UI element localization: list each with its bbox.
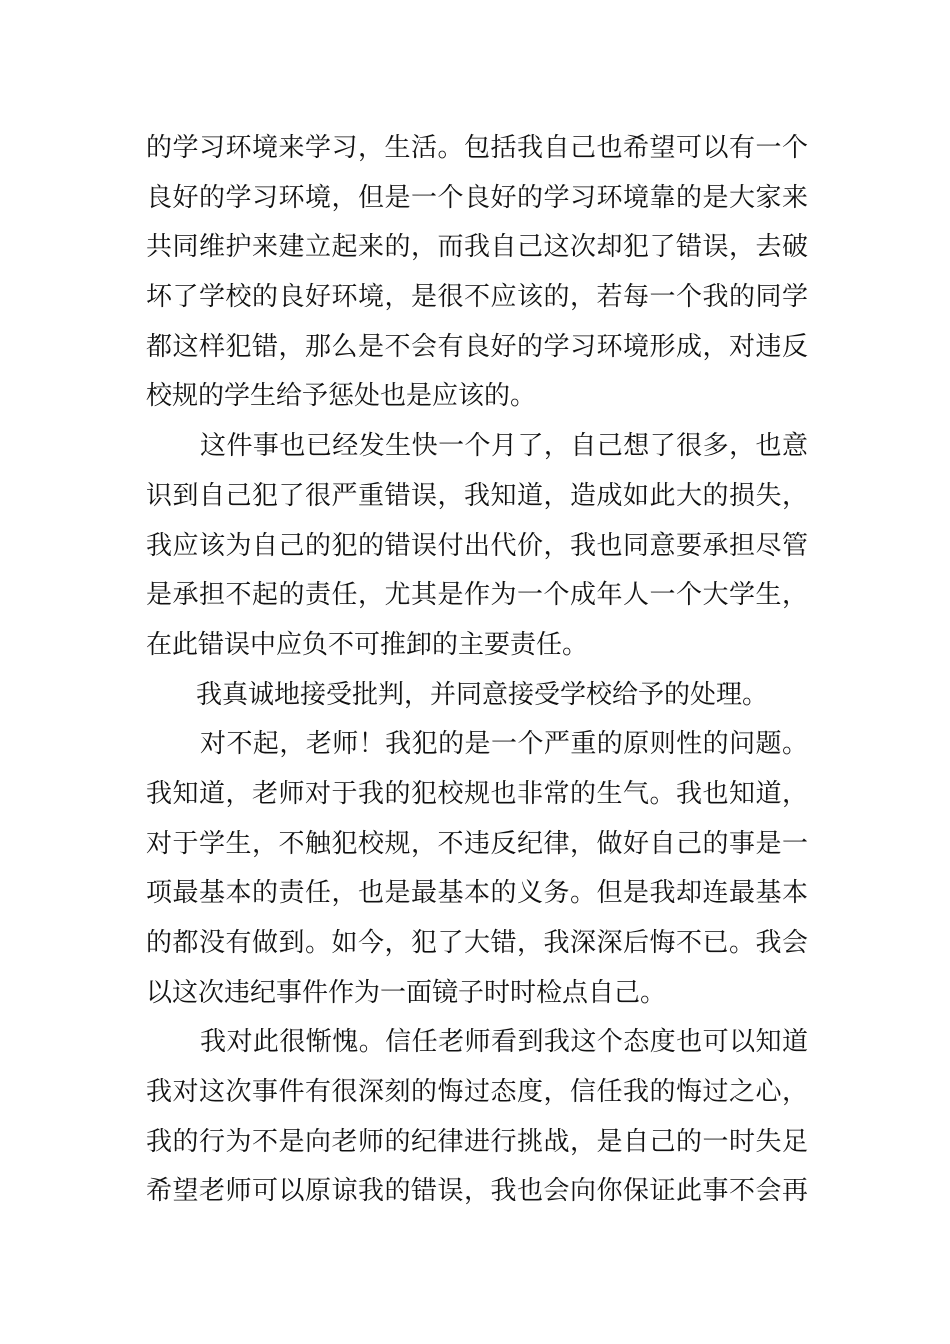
text-line: 坏了学校的良好环境，是很不应该的，若每一个我的同学 bbox=[146, 282, 808, 313]
text-line: 我对此很惭愧。信任老师看到我这个态度也可以知道 bbox=[200, 1027, 808, 1058]
text-line: 对于学生，不触犯校规，不违反纪律，做好自己的事是一 bbox=[146, 828, 808, 859]
text-line: 良好的学习环境，但是一个良好的学习环境靠的是大家来 bbox=[146, 182, 808, 213]
paragraph-2 bbox=[146, 422, 808, 670]
document-body bbox=[146, 124, 808, 1217]
paragraph-4 bbox=[146, 720, 808, 1018]
text-line: 在此错误中应负不可推卸的主要责任。 bbox=[146, 629, 589, 660]
text-line: 这件事也已经发生快一个月了，自己想了很多，也意 bbox=[200, 431, 808, 462]
text-line: 以这次违纪事件作为一面镜子时时检点自己。 bbox=[146, 977, 667, 1008]
text-line: 都这样犯错，那么是不会有良好的学习环境形成，对违反 bbox=[146, 331, 808, 362]
text-line: 校规的学生给予惩处也是应该的。 bbox=[146, 381, 537, 412]
text-line: 识到自己犯了很严重错误，我知道，造成如此大的损失， bbox=[146, 480, 808, 511]
text-line: 我的行为不是向老师的纪律进行挑战，是自己的一时失足 bbox=[146, 1126, 808, 1157]
text-line: 的都没有做到。如今，犯了大错，我深深后悔不已。我会 bbox=[146, 928, 808, 958]
text-line: 我对这次事件有很深刻的悔过态度，信任我的悔过之心， bbox=[146, 1077, 808, 1108]
text-line: 共同维护来建立起来的，而我自己这次却犯了错误，去破 bbox=[146, 232, 808, 263]
text-line: 对不起，老师！我犯的是一个严重的原则性的问题。 bbox=[200, 729, 808, 760]
text-line: 的学习环境来学习，生活。包括我自己也希望可以有一个 bbox=[146, 133, 808, 163]
text-line: 我真诚地接受批判，并同意接受学校给予的处理。 bbox=[196, 679, 769, 710]
text-line: 我应该为自己的犯的错误付出代价，我也同意要承担尽管 bbox=[146, 530, 808, 561]
text-line: 项最基本的责任，也是最基本的义务。但是我却连最基本 bbox=[146, 878, 808, 909]
text-line: 我知道，老师对于我的犯校规也非常的生气。我也知道， bbox=[146, 778, 808, 809]
paragraph-3 bbox=[146, 671, 808, 721]
text-line: 是承担不起的责任，尤其是作为一个成年人一个大学生， bbox=[146, 580, 808, 611]
paragraph-1 bbox=[146, 124, 808, 422]
paragraph-5 bbox=[146, 1018, 808, 1217]
text-line: 希望老师可以原谅我的错误，我也会向你保证此事不会再 bbox=[146, 1176, 808, 1207]
